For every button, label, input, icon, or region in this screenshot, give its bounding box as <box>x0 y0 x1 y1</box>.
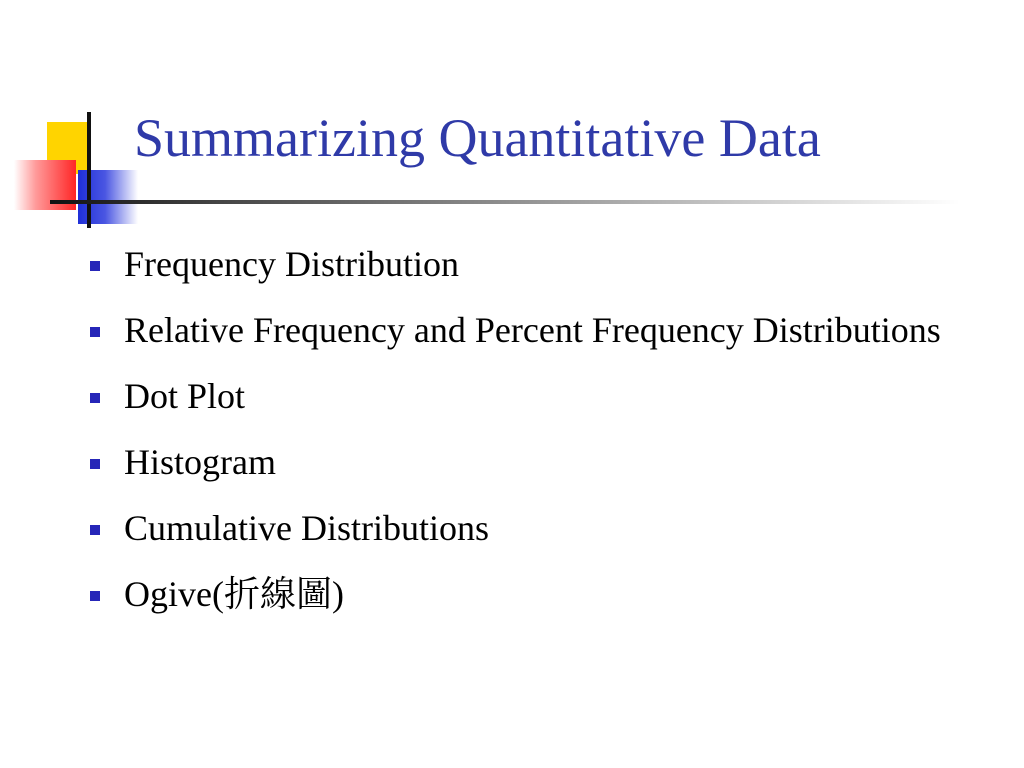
square-bullet-icon <box>90 327 100 337</box>
square-bullet-icon <box>90 261 100 271</box>
square-bullet-icon <box>90 525 100 535</box>
bullet-item <box>86 373 946 419</box>
bullet-text: Relative Frequency and Percent Frequency Distributions <box>124 310 941 350</box>
bullet-item <box>86 505 946 551</box>
bullet-text: Cumulative Distributions <box>124 508 489 548</box>
square-bullet-icon <box>90 591 100 601</box>
bullet-text: Histogram <box>124 442 276 482</box>
vertical-rule <box>87 112 91 228</box>
slide-title: Summarizing Quantitative Data <box>134 108 821 168</box>
bullet-text: Ogive(折線圖) <box>124 574 344 614</box>
title-underline-rule <box>50 200 960 204</box>
bullet-text: Frequency Distribution <box>124 244 459 284</box>
bullet-list <box>86 241 946 637</box>
square-bullet-icon <box>90 393 100 403</box>
bullet-item <box>86 307 946 353</box>
bullet-item <box>86 439 946 485</box>
bullet-item <box>86 571 946 617</box>
bullet-item <box>86 241 946 287</box>
square-bullet-icon <box>90 459 100 469</box>
bullet-text: Dot Plot <box>124 376 246 416</box>
